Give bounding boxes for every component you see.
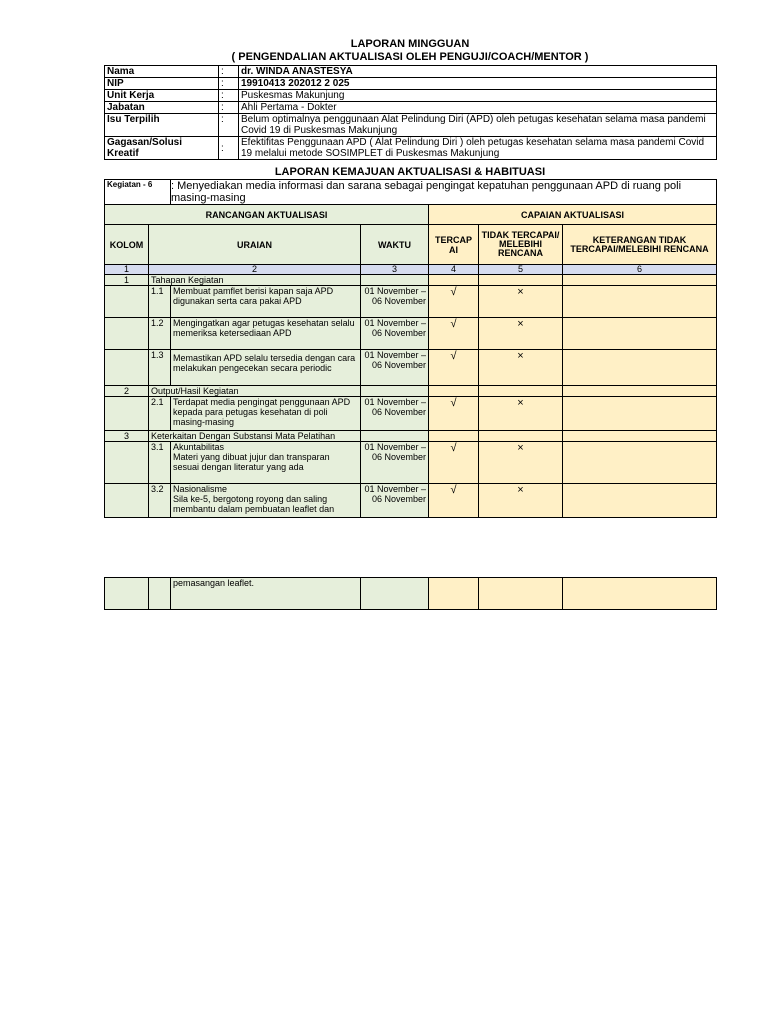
item-text: Terdapat media pengingat penggunaan APD kepada para petugas kesehatan di poli masing-masing [171,397,361,431]
col-number: 5 [479,265,563,275]
col-number: 1 [105,265,149,275]
value-nama: dr. WINDA ANASTESYA [239,66,717,78]
table-row [105,286,717,318]
item-text: Memastikan APD selalu tersedia dengan cara melakukan pengecekan secara periodic [171,350,361,386]
item-waktu: 01 November – 06 November [361,350,429,386]
item-number: 1.1 [149,286,171,318]
empty-cell [563,578,717,610]
rancangan-header: RANCANGAN AKTUALISASI [105,205,429,225]
item-number: 1.2 [149,318,171,350]
label-gagasan: Gagasan/Solusi Kreatif [105,137,219,160]
item-number: 3.2 [149,484,171,518]
label-nip: NIP [105,78,219,90]
tercapai-check: √ [429,484,479,518]
empty-cell [479,578,563,610]
value-nip: 19910413 202012 2 025 [239,78,717,90]
identity-table [104,65,717,160]
colon: : [171,180,175,192]
item-text: Sila ke-5, bergotong royong dan saling membantu dalam pembuatan leaflet dan [173,494,335,514]
item-title: Nasionalisme [173,484,228,494]
identity-row-gagasan [105,137,717,160]
empty-cell [361,275,429,286]
empty-cell [563,431,717,442]
identity-row-jabatan [105,102,717,114]
item-waktu: 01 November – 06 November [361,397,429,431]
table-row [105,484,717,518]
value-isu: Belum optimalnya penggunaan Alat Pelindung Diri (APD) oleh petugas kesehatan selama masa pandemi Covid 19 di Puskesmas Makunjung [239,114,717,137]
column-number-row [105,265,717,275]
value-gagasan: Efektifitas Penggunaan APD ( Alat Pelindung Diri ) oleh petugas kesehatan selama masa pandemi Covid 19 melalui metode SOSIMPLET di Puskesmas Makunjung [239,137,717,160]
colon: : [219,137,239,160]
item-text: Materi yang dibuat jujur dan transparan sesuai dengan literatur yang ada [173,452,330,472]
item-text-block [171,484,361,518]
colon: : [219,90,239,102]
col-number: 6 [563,265,717,275]
section-title: Tahapan Kegiatan [149,275,361,286]
tidak-tercapai-mark: × [479,286,563,318]
table-row [105,578,717,610]
value-unit-kerja: Puskesmas Makunjung [239,90,717,102]
report-title: LAPORAN MINGGUAN [350,38,470,50]
empty-cell [563,484,717,518]
item-number: 3.1 [149,442,171,484]
section-number: 2 [105,386,149,397]
item-number: 2.1 [149,397,171,431]
item-waktu: 01 November – 06 November [361,318,429,350]
empty-cell [563,286,717,318]
col-tidak-tercapai: TIDAK TERCAPAI/ MELEBIHI RENCANA [479,225,563,265]
empty-cell [361,431,429,442]
colon: : [219,102,239,114]
section-title: Keterkaitan Dengan Substansi Mata Pelatihan [149,431,361,442]
progress-table [104,179,717,518]
col-number: 3 [361,265,429,275]
identity-row-unit-kerja [105,90,717,102]
kegiatan-description [171,180,717,205]
item-text-continuation: pemasangan leaflet. [171,578,361,610]
label-isu: Isu Terpilih [105,114,219,137]
colon: : [219,66,239,78]
table-row [105,318,717,350]
label-nama: Nama [105,66,219,78]
empty-cell [429,431,479,442]
col-kolom: KOLOM [105,225,149,265]
label-jabatan: Jabatan [105,102,219,114]
empty-cell [361,386,429,397]
section-number: 1 [105,275,149,286]
table-row [105,397,717,431]
empty-cell [479,431,563,442]
item-text-block [171,442,361,484]
progress-report-title: LAPORAN KEMAJUAN AKTUALISASI & HABITUASI [274,166,546,178]
empty-cell [105,397,149,431]
empty-cell [563,386,717,397]
section-title: Output/Hasil Kegiatan [149,386,361,397]
empty-cell [105,286,149,318]
table-row [105,442,717,484]
tercapai-check: √ [429,318,479,350]
tercapai-check: √ [429,286,479,318]
empty-cell [105,318,149,350]
empty-cell [479,386,563,397]
empty-cell [429,578,479,610]
empty-cell [361,578,429,610]
item-waktu: 01 November – 06 November [361,484,429,518]
tidak-tercapai-mark: × [479,318,563,350]
tercapai-check: √ [429,442,479,484]
col-waktu: WAKTU [361,225,429,265]
empty-cell [563,442,717,484]
tercapai-check: √ [429,397,479,431]
kegiatan-text: Menyediakan media informasi dan sarana sebagai pengingat kepatuhan penggunaan APD di ruang poli masing-masing [171,180,682,204]
col-number: 2 [149,265,361,275]
tidak-tercapai-mark: × [479,350,563,386]
section-number: 3 [105,431,149,442]
value-jabatan: Ahli Pertama - Dokter [239,102,717,114]
empty-cell [105,350,149,386]
col-tercapai: TERCAP AI [429,225,479,265]
empty-cell [105,442,149,484]
colon: : [219,78,239,90]
col-keterangan: KETERANGAN TIDAK TERCAPAI/MELEBIHI RENCANA [563,225,717,265]
tidak-tercapai-mark: × [479,442,563,484]
tidak-tercapai-mark: × [479,484,563,518]
kegiatan-row [105,180,717,205]
colon: : [219,114,239,137]
identity-row-nip [105,78,717,90]
report-subtitle: ( PENGENDALIAN AKTUALISASI OLEH PENGUJI/COACH/MENTOR ) [231,51,589,63]
kegiatan-label: Kegiatan - 6 [105,180,171,205]
empty-cell [563,350,717,386]
empty-cell [563,318,717,350]
item-text: Membuat pamflet berisi kapan saja APD digunakan serta cara pakai APD [171,286,361,318]
item-text: Mengingatkan agar petugas kesehatan selalu memeriksa ketersediaan APD [171,318,361,350]
empty-cell [563,397,717,431]
empty-cell [105,484,149,518]
section-row [105,431,717,442]
continuation-table [104,577,717,610]
empty-cell [479,275,563,286]
empty-cell [149,578,171,610]
capaian-header: CAPAIAN AKTUALISASI [429,205,717,225]
group-header-row [105,205,717,225]
empty-cell [563,275,717,286]
tercapai-check: √ [429,350,479,386]
col-uraian: URAIAN [149,225,361,265]
empty-cell [429,275,479,286]
item-number: 1.3 [149,350,171,386]
item-waktu: 01 November – 06 November [361,442,429,484]
label-unit-kerja: Unit Kerja [105,90,219,102]
table-row [105,350,717,386]
identity-row-isu [105,114,717,137]
section-row [105,386,717,397]
tidak-tercapai-mark: × [479,397,563,431]
item-waktu: 01 November – 06 November [361,286,429,318]
identity-row-nama [105,66,717,78]
section-row [105,275,717,286]
column-header-row [105,225,717,265]
col-number: 4 [429,265,479,275]
item-title: Akuntabilitas [173,442,225,452]
empty-cell [429,386,479,397]
empty-cell [105,578,149,610]
